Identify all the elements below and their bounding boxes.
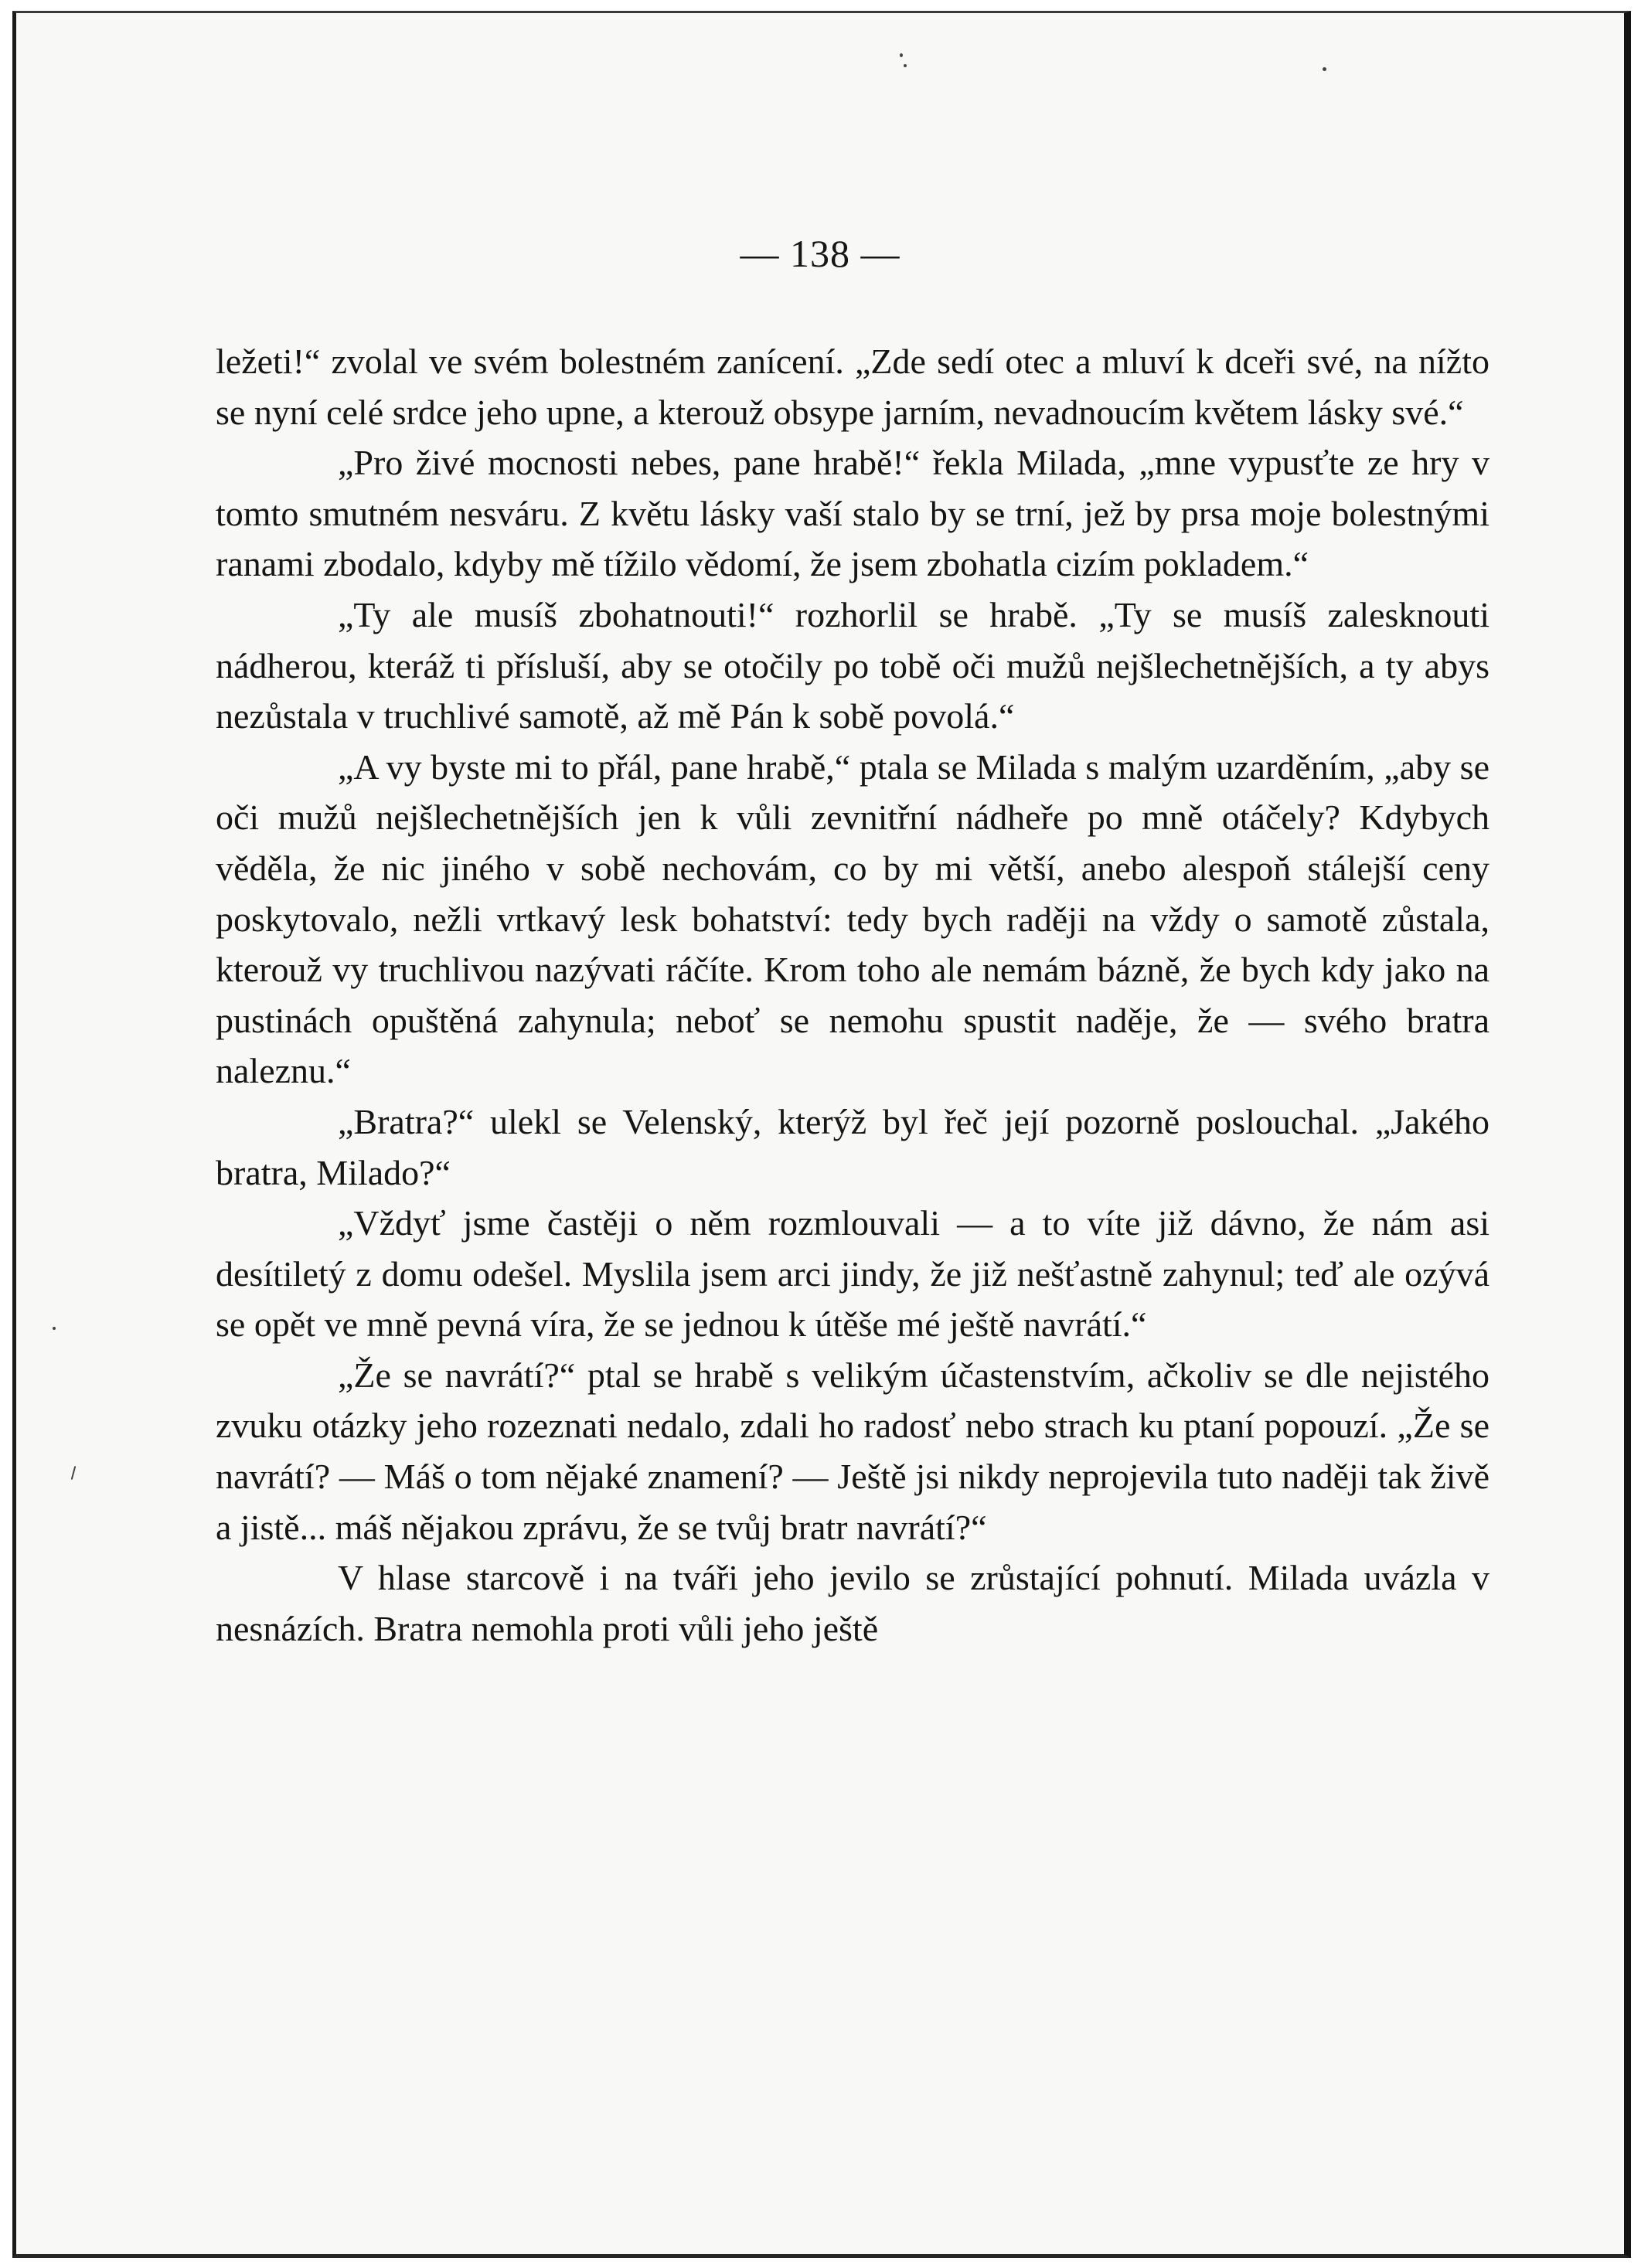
paragraph: „Vždyť jsme častěji o něm rozmlouvali — a to víte již dávno, že nám asi desítiletý z domu odešel. Myslila jsem arci jindy, že již nešťastně zahynul; teď ale ozývá se opět ve mně pevná víra, že se jednou k útěše mé ještě navrátí.“	[216, 1203, 1489, 1345]
paragraph: „Ty ale musíš zbohatnouti!“ rozhorlil se hrabě. „Ty se musíš zalesknouti nádherou, kteráž ti přísluší, aby se otočily po tobě oči mužů nejšlechetnějších, a ty abys nezůstala v truchlivé samotě, až mě Pán k sobě povolá.“	[216, 594, 1489, 736]
paragraph: „Že se navrátí?“ ptal se hrabě s velikým účastenstvím, ačkoliv se dle nejistého zvuku otázky jeho rozeznati nedalo, zdali ho radosť nebo strach ku ptaní popouzí. „Že se navrátí? — Máš o tom nějaké znamení? — Ještě jsi nikdy neprojevila tuto naději tak živě a jistě... máš nějakou zprávu, že se tvůj bratr navrátí?“	[216, 1355, 1489, 1547]
page-number: — 138 —	[740, 232, 901, 275]
paragraph: „Bratra?“ ulekl se Velenský, kterýž byl řeč její pozorně poslouchal. „Jakého bratra, Milado?“	[216, 1101, 1489, 1192]
paragraph: „Pro živé mocnosti nebes, pane hrabě!“ řekla Milada, „mne vypusťte ze hry v tomto smutném nesváru. Z květu lásky vaší stalo by se trní, jež by prsa moje bolestnými ranami zbodalo, kdyby mě tížilo vědomí, že jsem zbohatla cizím pokladem.“	[216, 443, 1489, 584]
paragraph: V hlase starcově i na tváři jeho jevilo se zrůstající pohnutí. Milada uvázla v nesnázích. Bratra nemohla proti vůli jeho ještě	[216, 1558, 1489, 1648]
paragraph: ležeti!“ zvolal ve svém bolestném zanícení. „Zde sedí otec a mluví k dceři své, na nížto se nyní celé srdce jeho upne, a kterouž obsype jarním, nevadnoucím květem lásky své.“	[216, 342, 1489, 432]
scan-speck	[1323, 67, 1326, 71]
scan-speck	[900, 53, 903, 57]
scan-speck	[904, 64, 907, 67]
scan-speck	[71, 1466, 77, 1480]
body-text	[216, 336, 1489, 1654]
book-page	[12, 11, 1631, 2258]
paragraph: „A vy byste mi to přál, pane hrabě,“ ptala se Milada s malým uzarděním, „aby se oči mužů nejšlechetnějších jen k vůli zevnitřní nádheře po mně otáčely? Kdybych věděla, že nic jiného v sobě nechovám, co by mi větší, anebo alespoň stálejší ceny poskytovalo, nežli vrtkavý lesk bohatství: tedy bych raději na vždy o samotě zůstala, kterouž vy truchlivou nazývati ráčíte. Krom toho ale nemám bázně, že bych kdy jako na pustinách opuštěná zahynula; neboť se nemohu spustit naděje, že — svého bratra naleznu.“	[216, 746, 1489, 1091]
scan-speck	[53, 1327, 56, 1330]
